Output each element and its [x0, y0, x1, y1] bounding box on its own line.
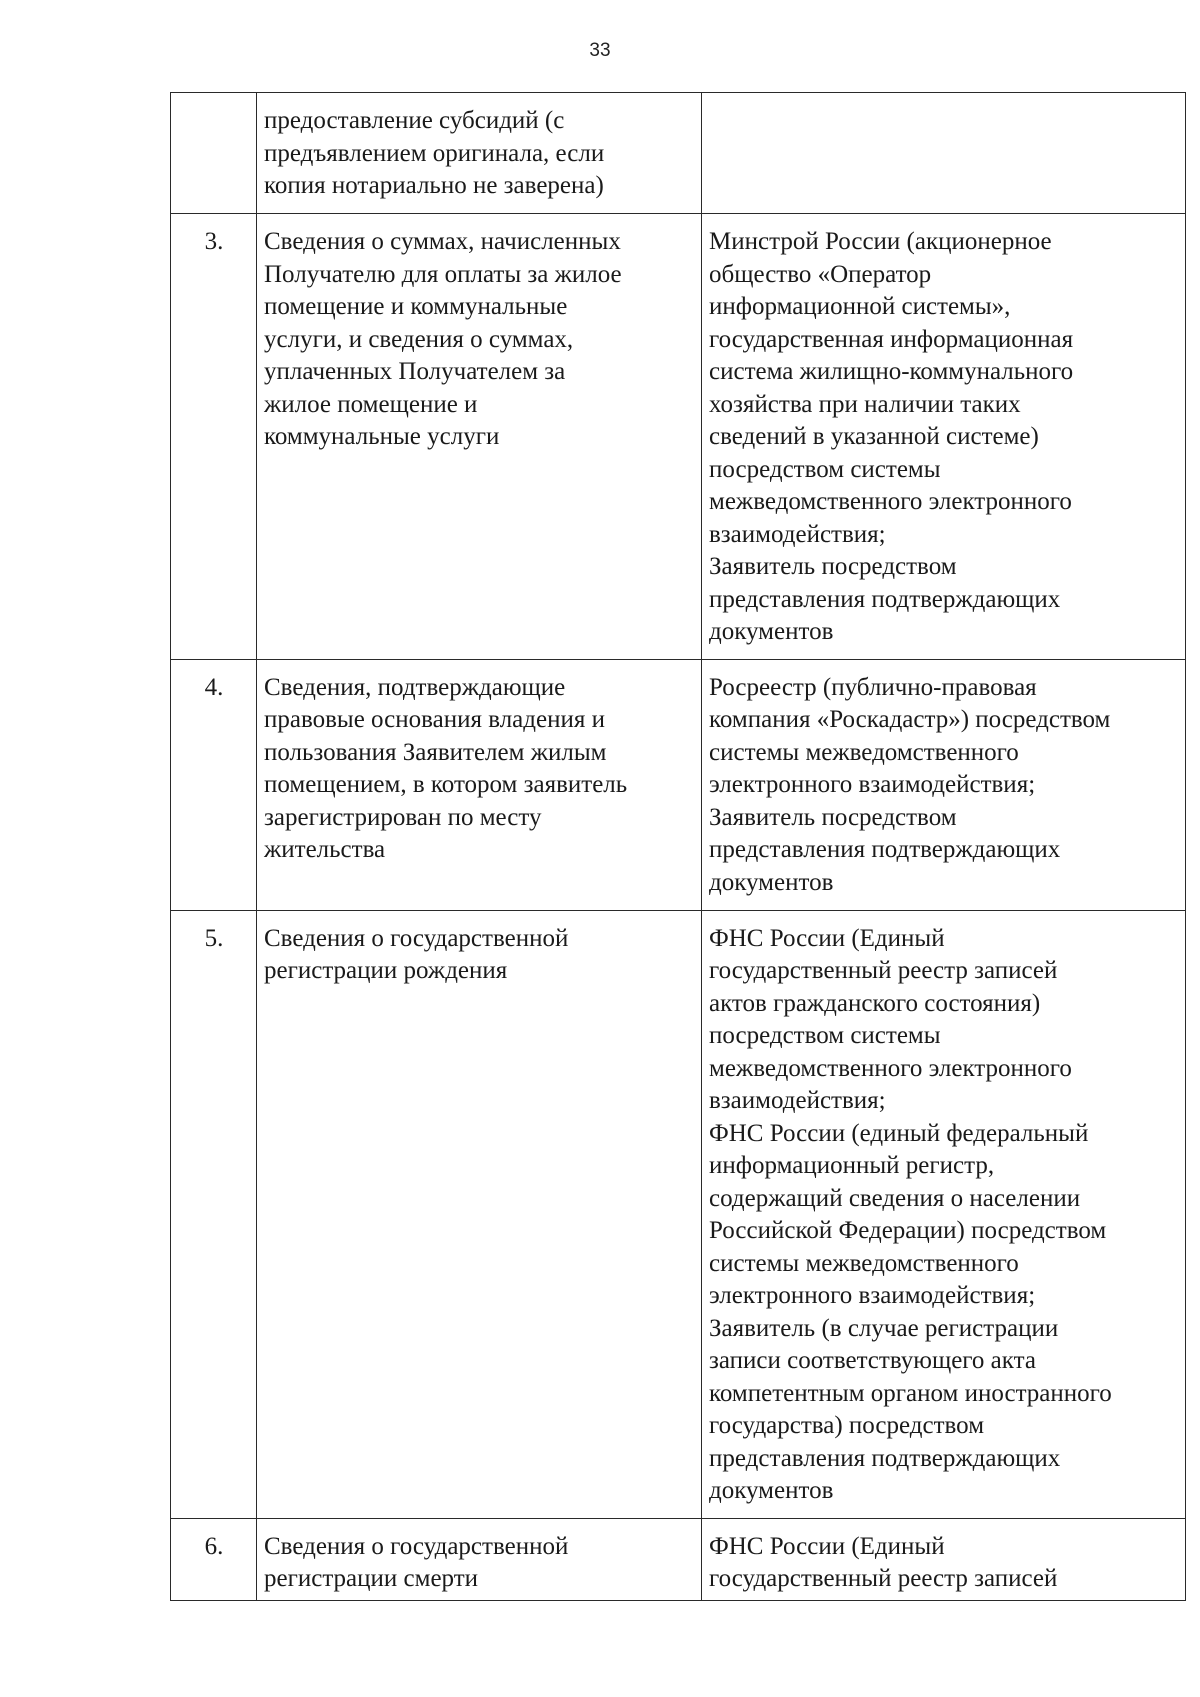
document-source-cell: Минстрой России (акционерное общество «Оператор информационной системы», государственная информационная система жилищно-коммунального хозяйства при наличии таких сведений в указанной системе) посредством системы межведомственного электронного взаимодействия; Заявитель посредством представления подтверждающих документов: [702, 214, 1186, 660]
table-row: [171, 93, 1186, 214]
documents-table: [170, 92, 1186, 1601]
document-source-cell: ФНС России (Единый государственный реестр записей актов гражданского состояния) посредством системы межведомственного электронного взаимодействия; ФНС России (единый федеральный информационный регистр, содержащий сведения о населении Российской Федерации) посредством системы межведомственного электронного взаимодействия; Заявитель (в случае регистрации записи соответствующего акта компетентным органом иностранного государства) посредством представления подтверждающих документов: [702, 910, 1186, 1518]
document-name-cell: Сведения о суммах, начисленных Получателю для оплаты за жилое помещение и коммунальные услуги, и сведения о суммах, уплаченных Получателем за жилое помещение и коммунальные услуги: [257, 214, 702, 660]
document-source-cell: [702, 93, 1186, 214]
document-name-cell: Сведения о государственной регистрации смерти: [257, 1518, 702, 1600]
row-number-cell: 6.: [171, 1518, 257, 1600]
table-row: [171, 910, 1186, 1518]
document-name-cell: Сведения, подтверждающие правовые основания владения и пользования Заявителем жилым помещением, в котором заявитель зарегистрирован по месту жительства: [257, 659, 702, 910]
table-row: [171, 1518, 1186, 1600]
table-row: [171, 659, 1186, 910]
document-source-cell: Росреестр (публично-правовая компания «Роскадастр») посредством системы межведомственного электронного взаимодействия; Заявитель посредством представления подтверждающих документов: [702, 659, 1186, 910]
table-row: [171, 214, 1186, 660]
document-name-cell: предоставление субсидий (с предъявлением оригинала, если копия нотариально не заверена): [257, 93, 702, 214]
row-number-cell: [171, 93, 257, 214]
page-number: 33: [589, 40, 611, 61]
document-name-cell: Сведения о государственной регистрации рождения: [257, 910, 702, 1518]
row-number-cell: 5.: [171, 910, 257, 1518]
row-number-cell: 4.: [171, 659, 257, 910]
document-source-cell: ФНС России (Единый государственный реестр записей: [702, 1518, 1186, 1600]
row-number-cell: 3.: [171, 214, 257, 660]
